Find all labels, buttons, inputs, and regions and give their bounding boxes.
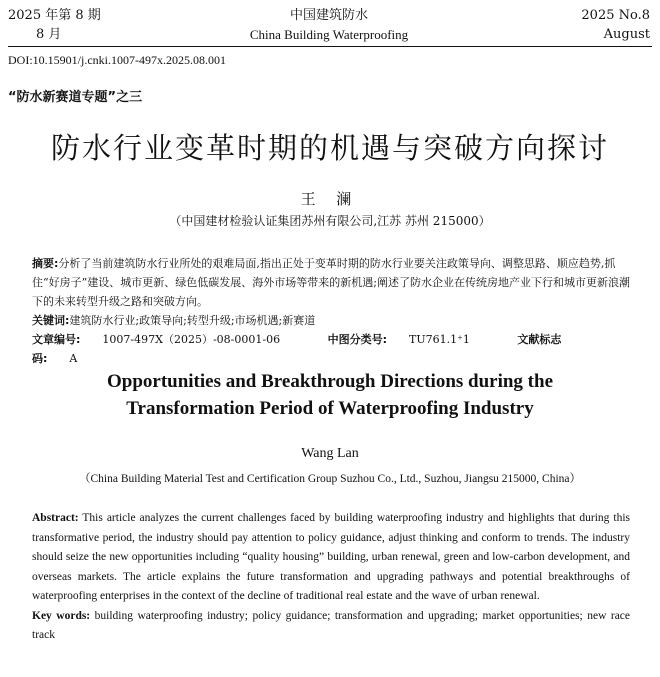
issue-cn: 2025 年第 8 期	[8, 8, 101, 23]
document-code-value: A	[69, 352, 78, 365]
abstract-text-cn: 分析了当前建筑防水行业所处的艰难局面,指出正处于变革时期的防水行业要关注政策导向、调整思路、顺应趋势,抓住“好房子”建设、城市更新、绿色低碳发展、海外市场等带来的新机遇;阐述了防水企业在传统房地产业下行和城市更新浪潮下的未来转型升级之路和突破方向。	[32, 257, 630, 308]
abstract-cn	[32, 254, 630, 311]
title-en-line2: Transformation Period of Waterproofing Industry	[126, 398, 534, 419]
journal-name-cn: 中国建筑防水	[289, 8, 368, 23]
article-number-value: 1007-497X（2025）-08-0001-06	[102, 333, 281, 346]
month-cn: 8 月	[36, 27, 62, 42]
clc-label: 中图分类号:	[327, 333, 387, 346]
abstract-label-cn: 摘要:	[32, 257, 59, 270]
meta-cn	[32, 330, 630, 368]
abstract-block-en	[32, 509, 630, 646]
keywords-label-en: Key words:	[32, 609, 91, 622]
abstract-block-cn	[32, 254, 630, 368]
keywords-text-cn: 建筑防水行业;政策导向;转型升级;市场机遇;新赛道	[69, 314, 316, 327]
month-en: August	[603, 27, 650, 42]
article-number	[32, 333, 302, 346]
affiliation-cn: （中国建材检验认证集团苏州有限公司,江苏 苏州 215000）	[169, 214, 491, 228]
header-rule	[8, 46, 652, 47]
running-header	[8, 6, 650, 46]
title-cn: 防水行业变革时期的机遇与突破方向探讨	[50, 131, 609, 165]
affiliation-en: （China Building Material Test and Certification Group Suzhou Co., Ltd., Suzhou, Jiangsu 215000, China）	[78, 473, 582, 485]
header-center	[8, 6, 650, 44]
abstract-en	[32, 509, 630, 607]
author-en: Wang Lan	[301, 446, 359, 461]
article-number-label: 文章编号:	[32, 333, 81, 346]
author-cn: 王 澜	[300, 190, 360, 208]
doi: DOI:10.15901/j.cnki.1007-497x.2025.08.001	[8, 53, 226, 67]
abstract-text-en: This article analyzes the current challenges faced by building waterproofing industry and highlights that during this transformative period, the industry should pay attention to policy guidance, adjust thinking and conform to trends. The industry should seize the new opportunities including “quality housing” building, urban renewal, green and low-carbon development, and overseas markets. The article explains the future transformation and upgrading pathways and potential breakthroughs of waterproofing enterprises in the context of the decline of traditional real estate and the wave of urban renewal.	[32, 512, 631, 602]
series-label: “防水新赛道专题”之三	[8, 90, 143, 105]
clc-number	[328, 333, 492, 346]
document-code-label: 文献标志码:	[32, 333, 562, 365]
clc-value: TU761.1⁺1	[408, 333, 470, 346]
abstract-label-en: Abstract:	[32, 512, 79, 524]
keywords-label-cn: 关键词:	[32, 314, 70, 327]
keywords-en	[32, 607, 630, 646]
issue-en: 2025 No.8	[581, 8, 650, 23]
title-en-line1: Opportunities and Breakthrough Directions during the	[106, 371, 554, 392]
keywords-text-en: building waterproofing industry; policy guidance; transformation and upgrading; market opportunities; new race track	[32, 609, 631, 641]
keywords-cn	[32, 311, 630, 330]
journal-name-en: China Building Waterproofing	[249, 27, 409, 42]
title-en	[0, 368, 660, 422]
header-right	[581, 6, 650, 44]
